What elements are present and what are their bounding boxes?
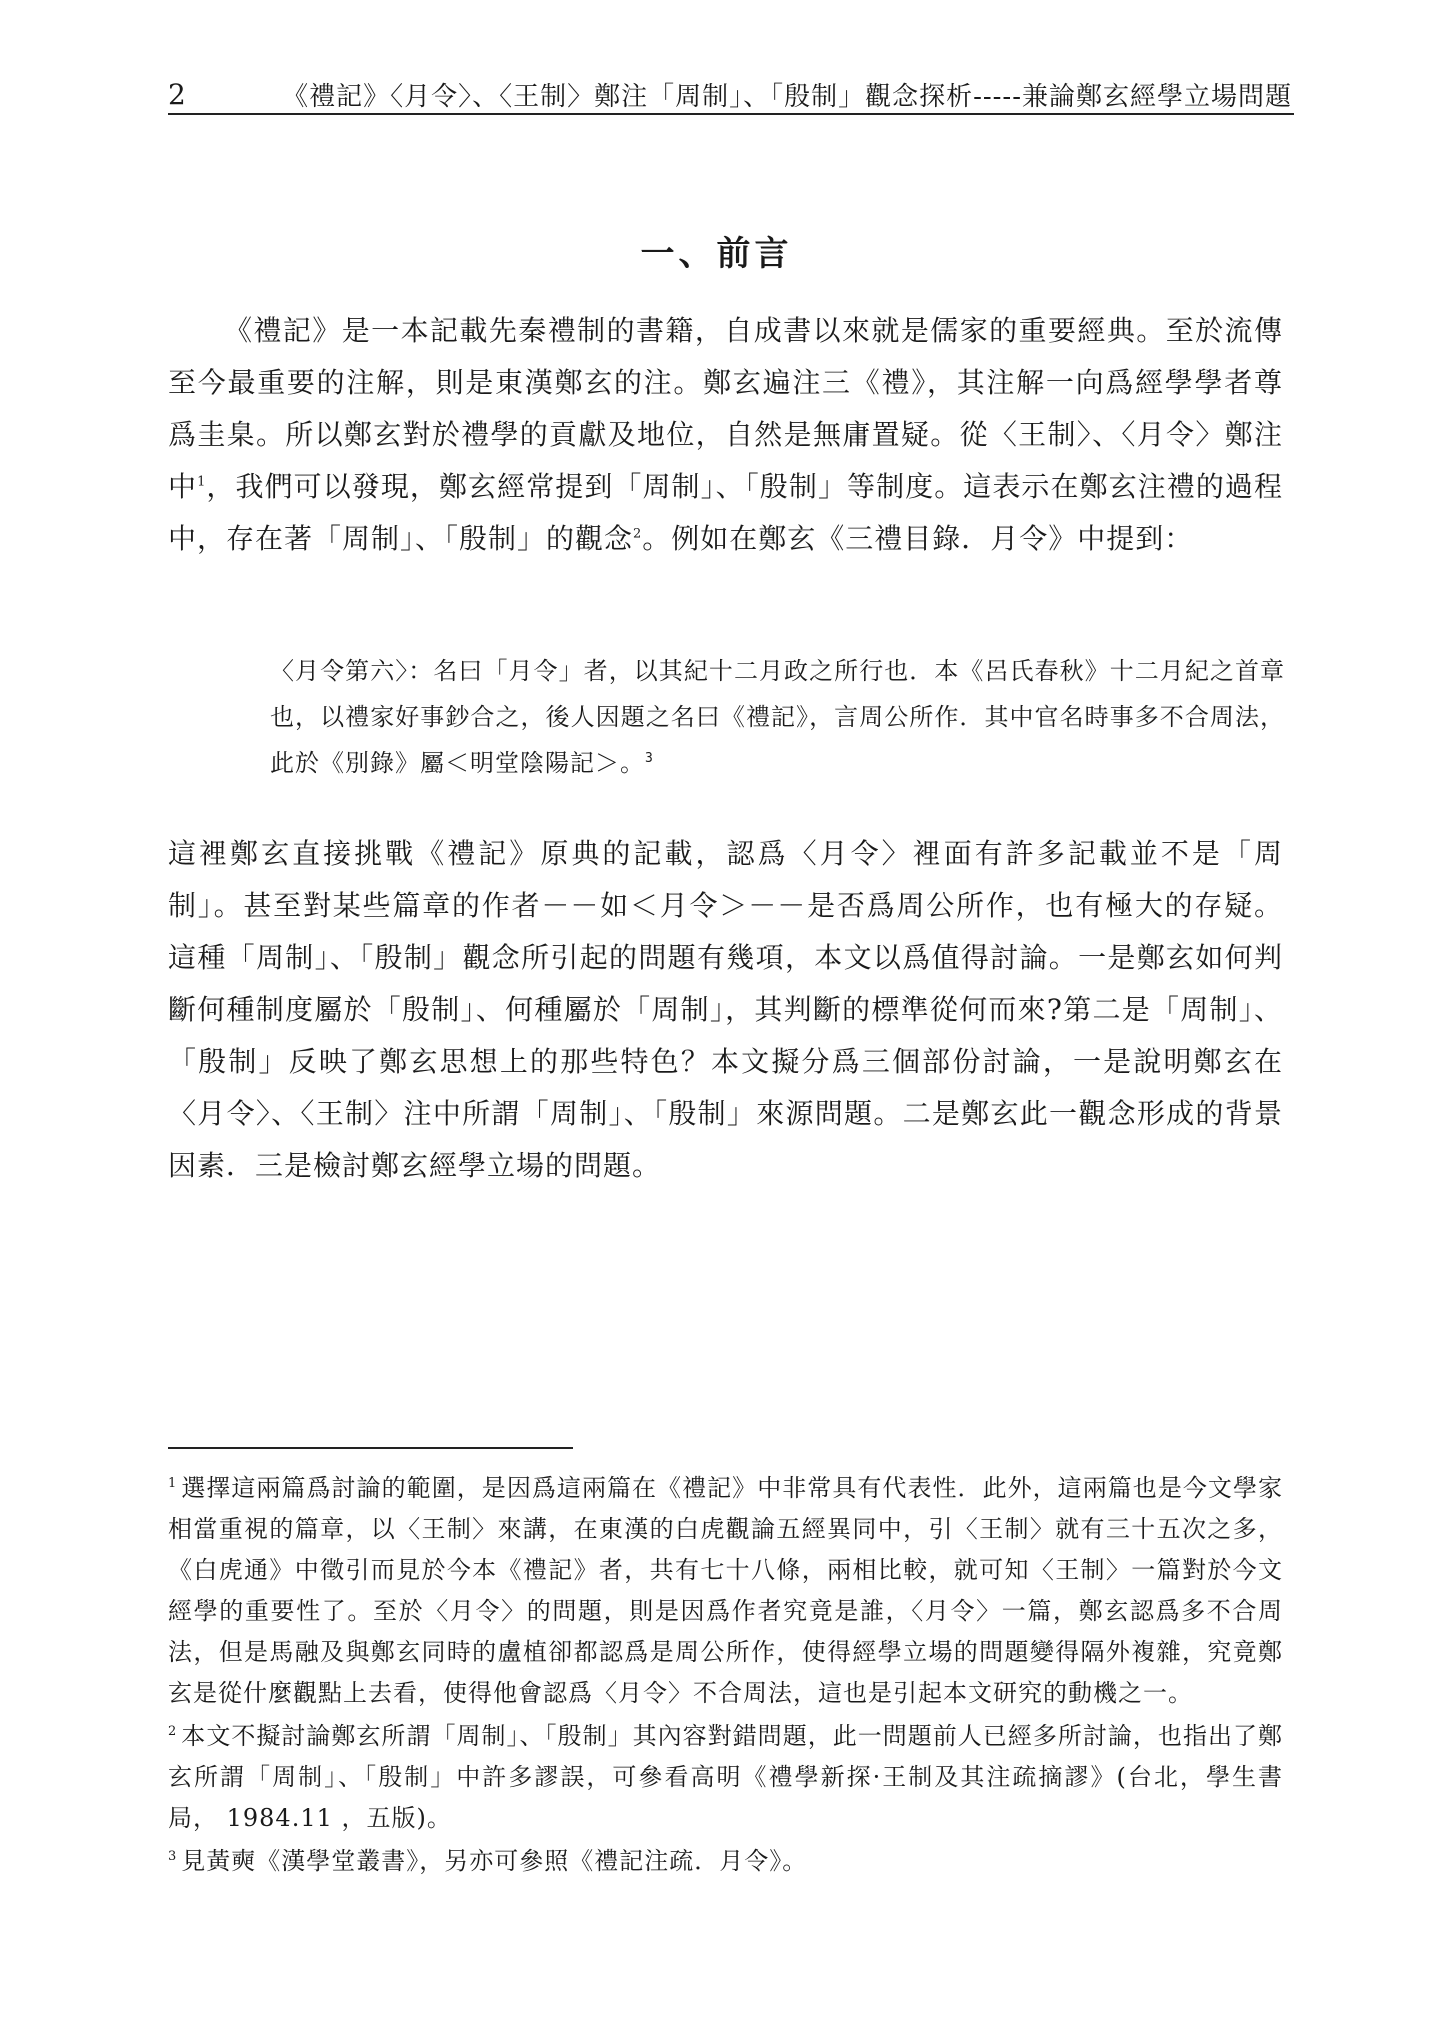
intro-text-part-b: ，我們可以發現，鄭玄經常提到「周制」、「殷制」等制度。這表示在鄭玄注禮的過程中，存在著「周制」、「殷制」的觀念 bbox=[168, 470, 1283, 555]
footnote-1 bbox=[168, 1468, 1283, 1714]
intro-text-part-c: 。例如在鄭玄《三禮目錄．月令》中提到： bbox=[642, 522, 1194, 555]
footnote-text-2: 本文不擬討論鄭玄所謂「周制」、「殷制」其內容對錯問題，此一問題前人已經多所討論，也指出了鄭玄所謂「周制」、「殷制」中許多謬誤，可參看高明《禮學新探·王制及其注疏摘謬》(台北，學生書局， 1984.11 ，五版)。 bbox=[168, 1722, 1283, 1832]
block-quote-text: 〈月令第六〉：名曰「月令」者，以其紀十二月政之所行也．本《呂氏春秋》十二月紀之首章也，以禮家好事鈔合之，後人因題之名曰《禮記》，言周公所作．其中官名時事多不合周法，此於《別錄》屬＜明堂陰陽記＞。 bbox=[270, 657, 1285, 777]
intro-paragraph bbox=[168, 305, 1283, 565]
footnote-ref-2[interactable]: 2 bbox=[633, 526, 643, 542]
footnotes bbox=[168, 1468, 1283, 1884]
footnote-ref-1[interactable]: 1 bbox=[197, 474, 207, 490]
block-quote bbox=[270, 648, 1285, 786]
footnote-3 bbox=[168, 1841, 1283, 1882]
discussion-paragraph: 這裡鄭玄直接挑戰《禮記》原典的記載，認爲〈月令〉裡面有許多記載並不是「周制」。甚至對某些篇章的作者－－如＜月令＞－－是否爲周公所作，也有極大的存疑。這種「周制」、「殷制」觀念所引起的問題有幾項，本文以爲值得討論。一是鄭玄如何判斷何種制度屬於「殷制」、何種屬於「周制」，其判斷的標準從何而來?第二是「周制」、「殷制」反映了鄭玄思想上的那些特色？本文擬分爲三個部份討論，一是說明鄭玄在〈月令〉、〈王制〉注中所謂「周制」、「殷制」來源問題。二是鄭玄此一觀念形成的背景因素．三是檢討鄭玄經學立場的問題。 bbox=[168, 837, 1283, 1182]
intro-text-part-a: 《禮記》是一本記載先秦禮制的書籍，自成書以來就是儒家的重要經典。至於流傳至今最重要的注解，則是東漢鄭玄的注。鄭玄遍注三《禮》，其注解一向爲經學學者尊爲圭臬。所以鄭玄對於禮學的貢獻及地位，自然是無庸置疑。從〈王制〉、〈月令〉鄭注中 bbox=[168, 314, 1283, 503]
footnote-2 bbox=[168, 1716, 1283, 1839]
footnote-mark-1: 1 bbox=[168, 1476, 178, 1491]
footnote-text-1: 選擇這兩篇爲討論的範圍，是因爲這兩篇在《禮記》中非常具有代表性．此外，這兩篇也是今文學家相當重視的篇章，以〈王制〉來講，在東漢的白虎觀論五經異同中，引〈王制〉就有三十五次之多，《白虎通》中徵引而見於今本《禮記》者，共有七十八條，兩相比較，就可知〈王制〉一篇對於今文經學的重要性了。至於〈月令〉的問題，則是因爲作者究竟是誰，〈月令〉一篇，鄭玄認爲多不合周法，但是馬融及與鄭玄同時的盧植卻都認爲是周公所作，使得經學立場的問題變得隔外複雜，究竟鄭玄是從什麼觀點上去看，使得他會認爲〈月令〉不合周法，這也是引起本文研究的動機之一。 bbox=[168, 1474, 1283, 1707]
footnote-rule bbox=[168, 1447, 573, 1449]
footnote-mark-3: 3 bbox=[168, 1849, 178, 1864]
footnote-mark-2: 2 bbox=[168, 1724, 178, 1739]
page-number: 2 bbox=[168, 78, 186, 111]
header-rule bbox=[168, 113, 1294, 115]
footnote-ref-3[interactable]: 3 bbox=[645, 751, 654, 766]
section-heading: 一、前言 bbox=[640, 234, 793, 274]
footnote-text-3: 見黃奭《漢學堂叢書》，另亦可參照《禮記注疏．月令》。 bbox=[181, 1847, 808, 1875]
running-title: 《禮記》〈月令〉、〈王制〉鄭注「周制」、「殷制」觀念探析-----兼論鄭玄經學立場問題 bbox=[282, 82, 1292, 112]
running-header bbox=[168, 72, 1294, 114]
